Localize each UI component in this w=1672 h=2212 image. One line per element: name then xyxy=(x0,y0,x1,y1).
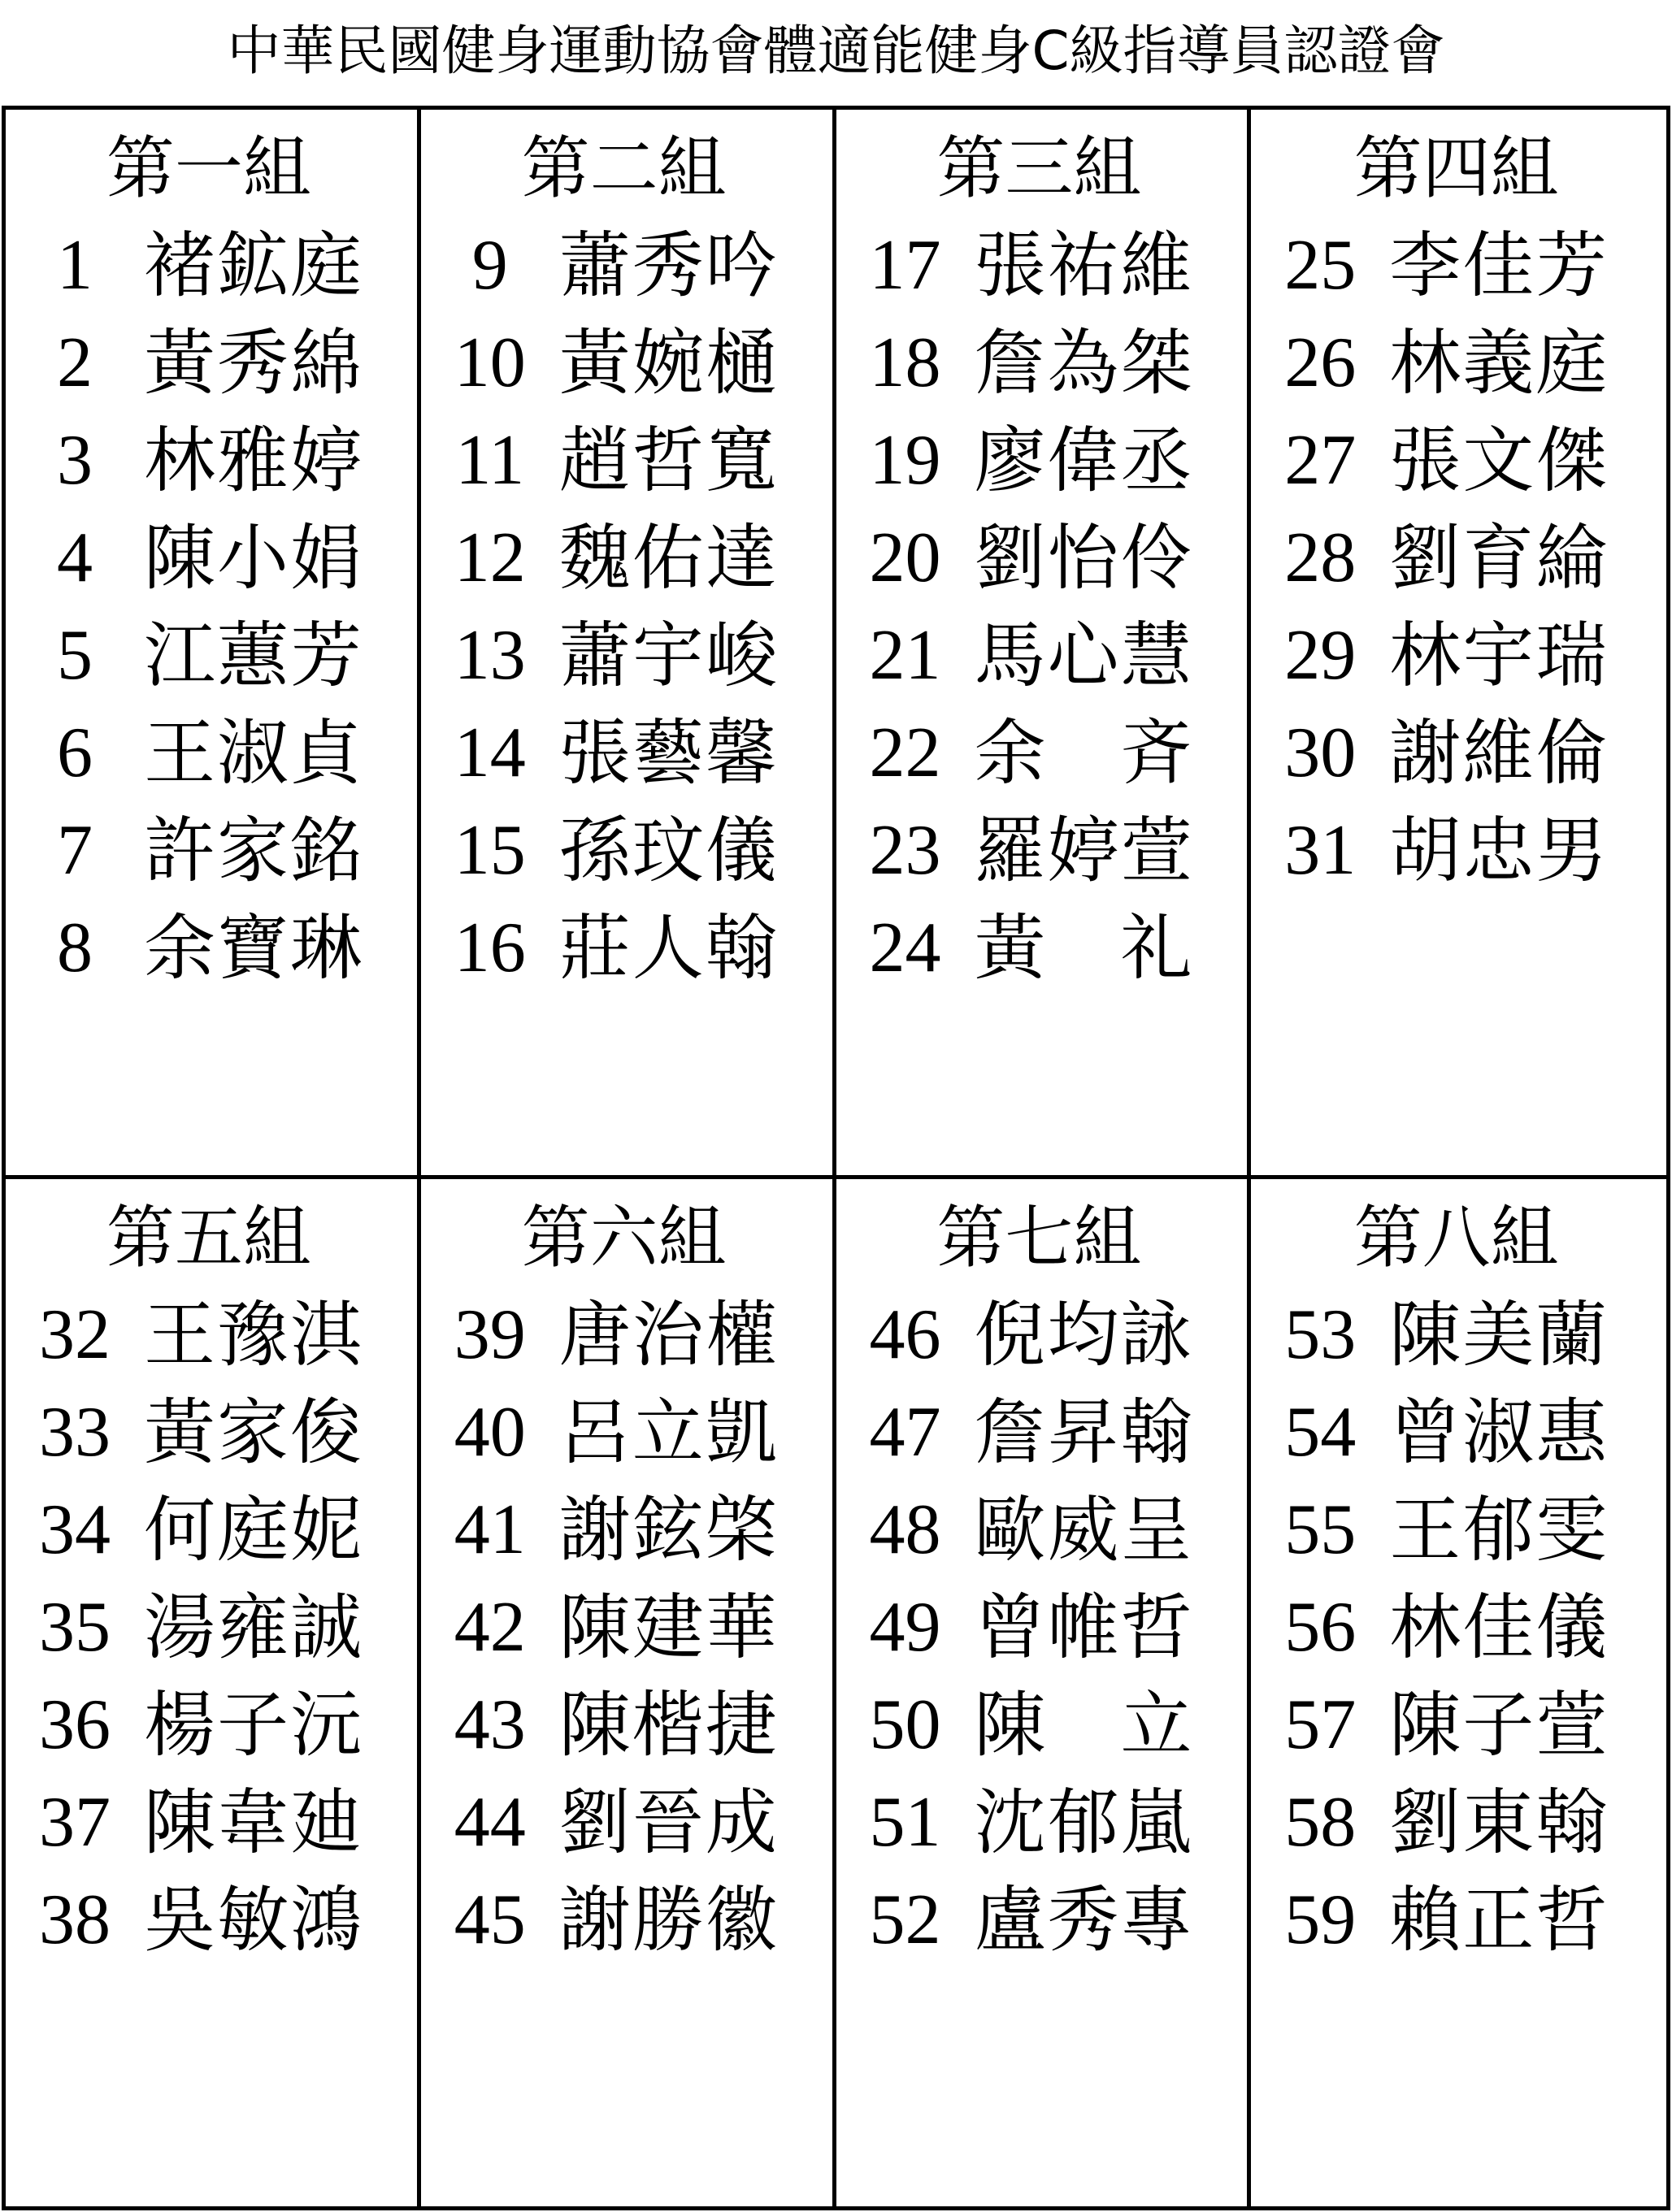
member-name: 王淑貞 xyxy=(144,711,364,795)
member-row xyxy=(1251,510,1666,607)
member-name: 趙哲寬 xyxy=(558,419,779,502)
member-number: 43 xyxy=(454,1685,526,1764)
member-number: 34 xyxy=(39,1490,111,1569)
member-list xyxy=(421,217,832,997)
member-number: 35 xyxy=(39,1588,111,1667)
member-number: 59 xyxy=(1284,1880,1357,1959)
member-row xyxy=(6,510,417,607)
member-row xyxy=(6,1579,417,1676)
member-number: 8 xyxy=(57,909,93,987)
group-cell-1 xyxy=(6,110,421,1179)
member-number: 28 xyxy=(1284,518,1357,597)
member-name: 張文傑 xyxy=(1389,419,1609,502)
member-name: 張祐維 xyxy=(974,223,1194,307)
member-number: 55 xyxy=(1284,1490,1357,1569)
member-number: 37 xyxy=(39,1783,111,1862)
member-number: 40 xyxy=(454,1393,526,1472)
member-row xyxy=(421,900,832,997)
member-number: 26 xyxy=(1284,323,1357,402)
member-name: 歐威呈 xyxy=(974,1488,1194,1572)
member-number: 18 xyxy=(869,323,941,402)
member-number: 46 xyxy=(869,1295,941,1374)
member-row xyxy=(1251,1579,1666,1676)
member-row xyxy=(836,1872,1248,1969)
member-number: 30 xyxy=(1284,713,1357,792)
member-name: 謝鉉棨 xyxy=(558,1488,779,1572)
member-name: 陳韋廸 xyxy=(144,1780,364,1864)
member-name: 倪均詠 xyxy=(974,1293,1194,1377)
member-row xyxy=(836,1774,1248,1872)
member-row xyxy=(836,314,1248,412)
member-number: 20 xyxy=(869,518,941,597)
member-row xyxy=(1251,607,1666,705)
member-list xyxy=(836,217,1248,997)
group-cell-6 xyxy=(421,1179,836,2206)
member-name: 莊人翰 xyxy=(558,906,779,990)
member-row xyxy=(1251,412,1666,510)
member-number: 9 xyxy=(471,226,508,305)
member-name: 詹為桀 xyxy=(974,321,1194,405)
member-number: 33 xyxy=(39,1393,111,1472)
member-number: 54 xyxy=(1284,1393,1357,1472)
member-row xyxy=(6,1384,417,1481)
member-number: 45 xyxy=(454,1880,526,1959)
member-number: 10 xyxy=(454,323,526,402)
member-number: 24 xyxy=(869,909,941,987)
member-list xyxy=(421,1286,832,1969)
member-row xyxy=(836,412,1248,510)
member-row xyxy=(6,217,417,314)
group-title: 第一組 xyxy=(106,128,311,208)
member-name: 謝維倫 xyxy=(1389,711,1609,795)
member-name: 呂立凱 xyxy=(558,1390,779,1474)
member-number: 7 xyxy=(57,811,93,890)
member-name: 唐治權 xyxy=(558,1293,779,1377)
member-number: 11 xyxy=(455,421,525,500)
member-name: 胡忠男 xyxy=(1389,809,1609,892)
member-row xyxy=(836,1481,1248,1579)
member-row xyxy=(6,607,417,705)
member-name: 湯雍誠 xyxy=(144,1585,364,1669)
member-row xyxy=(421,1286,832,1384)
member-name: 沈郁嵐 xyxy=(974,1780,1194,1864)
member-row xyxy=(421,1384,832,1481)
member-number: 31 xyxy=(1284,811,1357,890)
member-name: 林佳儀 xyxy=(1389,1585,1609,1669)
member-name: 馬心慧 xyxy=(974,614,1194,697)
member-number: 12 xyxy=(454,518,526,597)
member-name: 陳美蘭 xyxy=(1389,1293,1609,1377)
member-list xyxy=(836,1286,1248,1969)
member-row xyxy=(421,1872,832,1969)
group-cell-5 xyxy=(6,1179,421,2206)
member-name: 陳 立 xyxy=(974,1683,1194,1767)
member-row xyxy=(421,510,832,607)
member-name: 陳建華 xyxy=(558,1585,779,1669)
member-name: 王郁雯 xyxy=(1389,1488,1609,1572)
group-cell-4 xyxy=(1251,110,1666,1179)
member-row xyxy=(1251,1481,1666,1579)
member-number: 41 xyxy=(454,1490,526,1569)
member-row xyxy=(1251,1286,1666,1384)
member-row xyxy=(421,1579,832,1676)
member-number: 19 xyxy=(869,421,941,500)
group-title: 第五組 xyxy=(106,1198,311,1277)
group-cell-7 xyxy=(836,1179,1252,2206)
member-row xyxy=(1251,1774,1666,1872)
member-name: 林義庭 xyxy=(1389,321,1609,405)
member-name: 盧秀專 xyxy=(974,1878,1194,1962)
member-list xyxy=(1251,217,1666,900)
member-name: 曾帷哲 xyxy=(974,1585,1194,1669)
member-name: 陳楷捷 xyxy=(558,1683,779,1767)
group-title: 第二組 xyxy=(521,128,727,208)
member-name: 黃秀綿 xyxy=(144,321,364,405)
member-row xyxy=(421,217,832,314)
member-number: 36 xyxy=(39,1685,111,1764)
member-list xyxy=(6,217,417,997)
member-number: 13 xyxy=(454,616,526,695)
member-row xyxy=(1251,1872,1666,1969)
member-number: 58 xyxy=(1284,1783,1357,1862)
member-row xyxy=(6,1286,417,1384)
member-number: 4 xyxy=(57,518,93,597)
member-name: 賴正哲 xyxy=(1389,1878,1609,1962)
member-number: 42 xyxy=(454,1588,526,1667)
member-row xyxy=(1251,1384,1666,1481)
member-name: 何庭妮 xyxy=(144,1488,364,1572)
member-name: 江蕙芳 xyxy=(144,614,364,697)
member-row xyxy=(421,705,832,802)
member-number: 16 xyxy=(454,909,526,987)
member-row xyxy=(836,1286,1248,1384)
group-title: 第八組 xyxy=(1353,1198,1559,1277)
member-name: 楊子沅 xyxy=(144,1683,364,1767)
member-row xyxy=(836,705,1248,802)
member-name: 林雅婷 xyxy=(144,419,364,502)
member-row xyxy=(6,1676,417,1774)
member-row xyxy=(1251,217,1666,314)
member-row xyxy=(6,705,417,802)
member-number: 29 xyxy=(1284,616,1357,695)
member-row xyxy=(6,1872,417,1969)
member-number: 27 xyxy=(1284,421,1357,500)
member-name: 詹昇翰 xyxy=(974,1390,1194,1474)
member-row xyxy=(421,412,832,510)
member-name: 蕭宇峻 xyxy=(558,614,779,697)
member-name: 林宇瑞 xyxy=(1389,614,1609,697)
member-row xyxy=(6,802,417,900)
member-list xyxy=(1251,1286,1666,1969)
member-number: 15 xyxy=(454,811,526,890)
member-name: 余寶琳 xyxy=(144,906,364,990)
member-number: 38 xyxy=(39,1880,111,1959)
member-row xyxy=(421,1676,832,1774)
member-name: 吳敏鴻 xyxy=(144,1878,364,1962)
member-row xyxy=(836,1579,1248,1676)
member-name: 李佳芳 xyxy=(1389,223,1609,307)
member-name: 許家銘 xyxy=(144,809,364,892)
group-title: 第七組 xyxy=(936,1198,1142,1277)
member-number: 3 xyxy=(57,421,93,500)
group-grid xyxy=(2,106,1670,2210)
member-row xyxy=(1251,802,1666,900)
member-row xyxy=(6,1774,417,1872)
member-name: 劉怡伶 xyxy=(974,516,1194,600)
member-row xyxy=(421,802,832,900)
member-name: 黃家俊 xyxy=(144,1390,364,1474)
member-row xyxy=(6,900,417,997)
member-name: 黃婉樋 xyxy=(558,321,779,405)
member-row xyxy=(6,412,417,510)
member-number: 56 xyxy=(1284,1588,1357,1667)
member-row xyxy=(6,1481,417,1579)
member-row xyxy=(1251,1676,1666,1774)
member-number: 53 xyxy=(1284,1295,1357,1374)
member-row xyxy=(836,1676,1248,1774)
member-number: 1 xyxy=(57,226,93,305)
member-number: 44 xyxy=(454,1783,526,1862)
member-number: 14 xyxy=(454,713,526,792)
member-name: 余 斉 xyxy=(974,711,1194,795)
member-number: 48 xyxy=(869,1490,941,1569)
member-number: 49 xyxy=(869,1588,941,1667)
member-row xyxy=(421,607,832,705)
member-name: 劉晉成 xyxy=(558,1780,779,1864)
member-name: 黃 礼 xyxy=(974,906,1194,990)
group-cell-3 xyxy=(836,110,1252,1179)
group-title: 第六組 xyxy=(521,1198,727,1277)
member-number: 23 xyxy=(869,811,941,890)
member-name: 羅婷萱 xyxy=(974,809,1194,892)
member-number: 2 xyxy=(57,323,93,402)
member-list xyxy=(6,1286,417,1969)
member-number: 57 xyxy=(1284,1685,1357,1764)
member-number: 47 xyxy=(869,1393,941,1472)
member-number: 21 xyxy=(869,616,941,695)
member-row xyxy=(836,802,1248,900)
member-name: 劉東翰 xyxy=(1389,1780,1609,1864)
group-title: 第四組 xyxy=(1353,128,1559,208)
member-number: 17 xyxy=(869,226,941,305)
member-row xyxy=(421,1774,832,1872)
member-row xyxy=(421,1481,832,1579)
member-number: 50 xyxy=(869,1685,941,1764)
member-name: 劉育綸 xyxy=(1389,516,1609,600)
member-name: 褚鉱庭 xyxy=(144,223,364,307)
member-row xyxy=(1251,314,1666,412)
member-name: 陳小娟 xyxy=(144,516,364,600)
member-number: 52 xyxy=(869,1880,941,1959)
member-name: 孫玟儀 xyxy=(558,809,779,892)
member-row xyxy=(836,1384,1248,1481)
group-cell-2 xyxy=(421,110,836,1179)
member-name: 廖偉丞 xyxy=(974,419,1194,502)
member-row xyxy=(836,217,1248,314)
member-number: 51 xyxy=(869,1783,941,1862)
member-number: 32 xyxy=(39,1295,111,1374)
member-number: 6 xyxy=(57,713,93,792)
member-name: 蕭秀吟 xyxy=(558,223,779,307)
group-title: 第三組 xyxy=(936,128,1142,208)
member-name: 張藝馨 xyxy=(558,711,779,795)
member-number: 39 xyxy=(454,1295,526,1374)
member-number: 5 xyxy=(57,616,93,695)
member-row xyxy=(836,607,1248,705)
group-cell-8 xyxy=(1251,1179,1666,2206)
member-row xyxy=(6,314,417,412)
member-number: 22 xyxy=(869,713,941,792)
page-title: 中華民國健身運動協會體適能健身C級指導員認證會 xyxy=(227,20,1445,82)
member-row xyxy=(836,510,1248,607)
member-name: 謝勝徽 xyxy=(558,1878,779,1962)
member-row xyxy=(1251,705,1666,802)
member-row xyxy=(421,314,832,412)
member-name: 陳子萱 xyxy=(1389,1683,1609,1767)
member-name: 王豫淇 xyxy=(144,1293,364,1377)
member-number: 25 xyxy=(1284,226,1357,305)
member-name: 魏佑達 xyxy=(558,516,779,600)
member-row xyxy=(836,900,1248,997)
member-name: 曾淑惠 xyxy=(1389,1390,1609,1474)
